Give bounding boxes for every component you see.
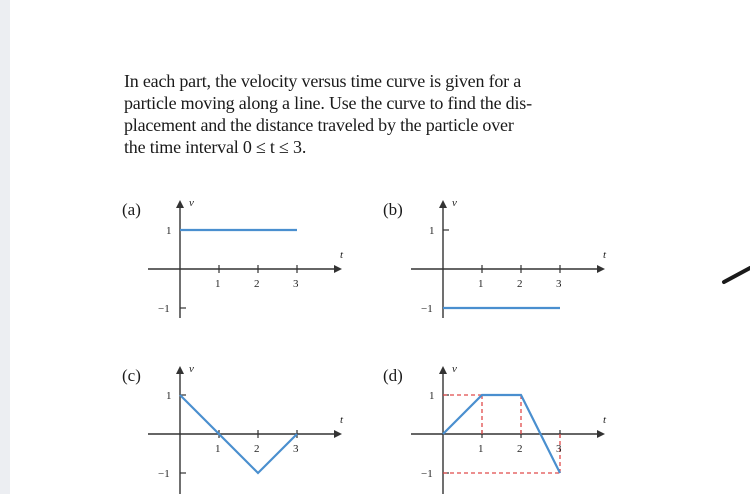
graph-d: [411, 363, 607, 494]
problem-line-2: particle moving along a line. Use the curve to find the dis-: [124, 93, 532, 113]
graph-d-v-arrow: [439, 366, 447, 374]
graph-b-x1-label: 1: [478, 278, 484, 290]
graph-a-x2-label: 2: [254, 278, 260, 290]
problem-line-4: the time interval 0 ≤ t ≤ 3.: [124, 137, 307, 157]
graph-d-t-arrow: [597, 430, 605, 438]
part-label-a: (a): [122, 200, 141, 219]
problem-line-3: placement and the distance traveled by the particle over: [124, 115, 514, 135]
graph-b-y1-label: 1: [429, 225, 435, 237]
graph-a-yneg1-label: −1: [158, 303, 170, 315]
graph-a-v-arrow: [176, 200, 184, 208]
part-label-c: (c): [122, 366, 141, 385]
graph-b-t-label: t: [603, 249, 607, 261]
graph-d-v-label: v: [452, 363, 457, 375]
part-label-d: (d): [383, 366, 403, 385]
graph-c: [148, 363, 344, 494]
graph-c-y1-label: 1: [166, 390, 172, 402]
graph-b-v-arrow: [439, 200, 447, 208]
pen-stroke-mark: [724, 268, 750, 282]
graph-c-t-label: t: [340, 414, 344, 426]
graph-c-x2-label: 2: [254, 443, 260, 455]
graph-a-x1-label: 1: [215, 278, 221, 290]
graph-c-t-arrow: [334, 430, 342, 438]
graph-d-x1-label: 1: [478, 443, 484, 455]
graph-a-v-label: v: [189, 197, 194, 209]
graph-d-x3-label: 3: [556, 443, 562, 455]
graph-d-y1-label: 1: [429, 390, 435, 402]
graph-b: [411, 197, 607, 318]
graph-b-t-arrow: [597, 265, 605, 273]
graph-b-x2-label: 2: [517, 278, 523, 290]
graph-a-x3-label: 3: [293, 278, 299, 290]
graph-a-t-label: t: [340, 249, 344, 261]
graph-d-yneg1-label: −1: [421, 468, 433, 480]
graph-d-x2-label: 2: [517, 443, 523, 455]
graph-c-v-arrow: [176, 366, 184, 374]
graph-a-y1-label: 1: [166, 225, 172, 237]
problem-line-1: In each part, the velocity versus time curve is given for a: [124, 71, 522, 91]
graph-b-v-label: v: [452, 197, 457, 209]
graph-c-x3-label: 3: [293, 443, 299, 455]
graph-c-v-label: v: [189, 363, 194, 375]
graph-a: [148, 197, 344, 318]
graph-b-yneg1-label: −1: [421, 303, 433, 315]
part-label-b: (b): [383, 200, 403, 219]
graph-a-t-arrow: [334, 265, 342, 273]
graph-d-t-label: t: [603, 414, 607, 426]
graph-b-x3-label: 3: [556, 278, 562, 290]
graph-c-x1-label: 1: [215, 443, 221, 455]
graph-c-yneg1-label: −1: [158, 468, 170, 480]
